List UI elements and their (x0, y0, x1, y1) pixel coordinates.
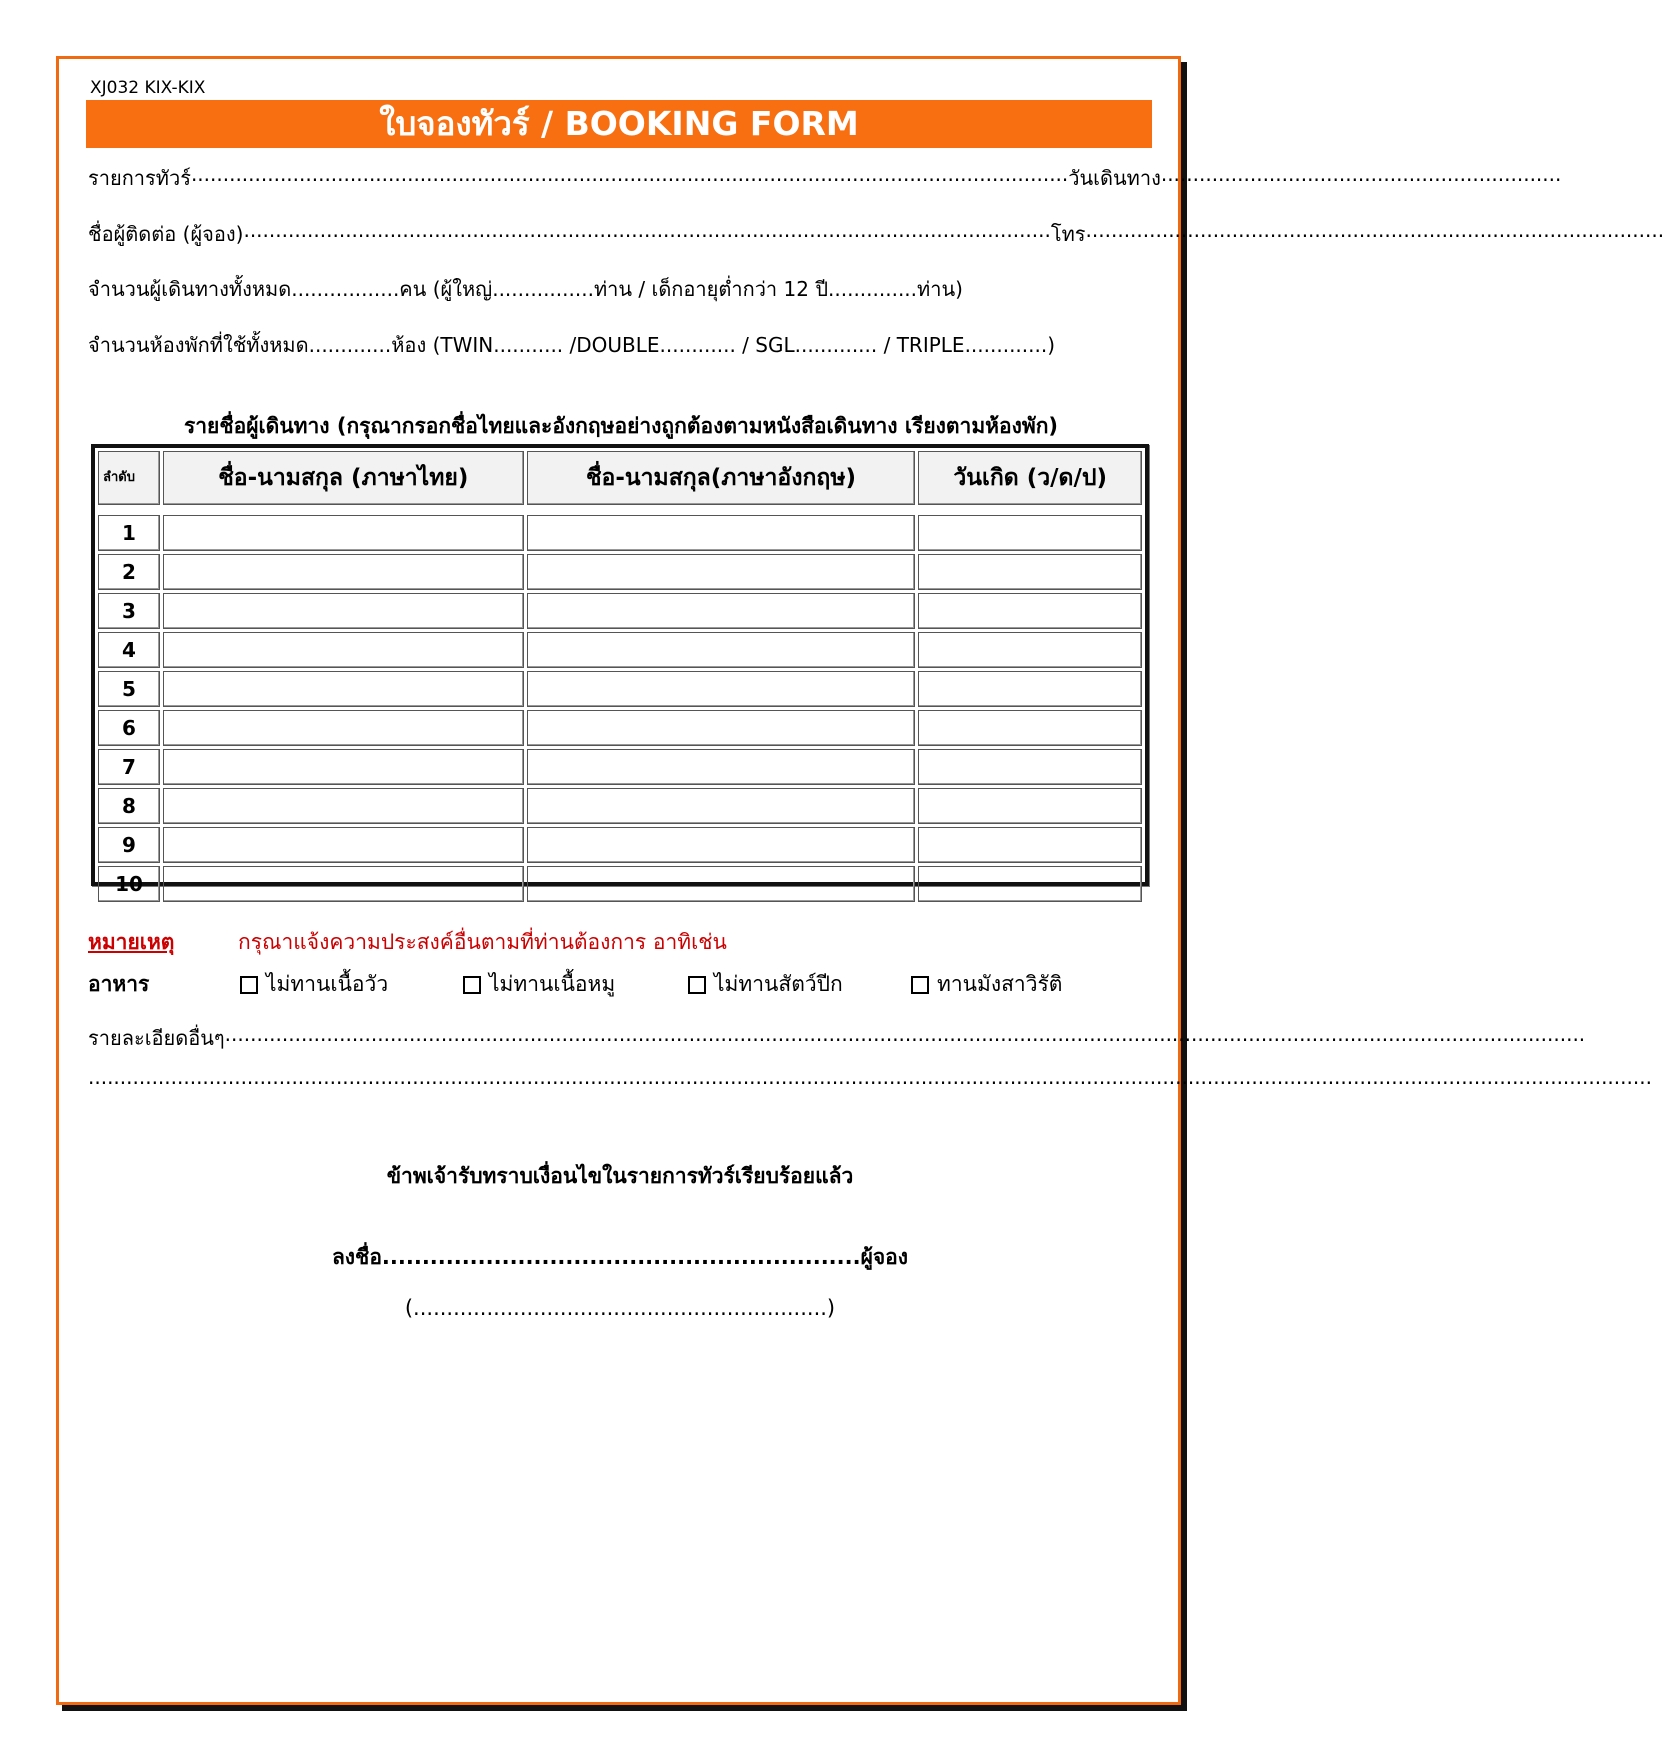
table-row (98, 749, 1142, 785)
col-no-header: ลำดับ (98, 451, 160, 505)
contact-phone-line (88, 218, 1664, 250)
table-header-row (98, 451, 1142, 505)
table-row (98, 866, 1142, 902)
birthdate-cell[interactable] (918, 788, 1142, 824)
row-number: 3 (98, 593, 160, 629)
col-birthdate-header: วันเกิด (ว/ด/ป) (918, 451, 1142, 505)
date-field[interactable]: ............................................................... (1160, 162, 1562, 186)
table-row (98, 632, 1142, 668)
thai-name-cell[interactable] (163, 788, 524, 824)
english-name-cell[interactable] (527, 710, 916, 746)
thai-name-cell[interactable] (163, 710, 524, 746)
table-row (98, 827, 1142, 863)
english-name-cell[interactable] (527, 866, 916, 902)
details-field-2[interactable]: ...................................................................................................................................................................................................................................................... (88, 1065, 1652, 1089)
row-number: 4 (98, 632, 160, 668)
food-option-no-beef[interactable] (240, 968, 388, 1001)
checkbox-icon[interactable] (688, 976, 706, 994)
english-name-cell[interactable] (527, 515, 916, 551)
food-option-no-poultry[interactable] (688, 968, 843, 1001)
remark-text: กรุณาแจ้งความประสงค์อื่นตามที่ท่านต้องการ อาทิเช่น (238, 930, 727, 954)
tour-date-line (88, 162, 1562, 194)
checkbox-icon[interactable] (463, 976, 481, 994)
contact-label: ชื่อผู้ติดต่อ (ผู้จอง) (88, 222, 244, 246)
english-name-cell[interactable] (527, 671, 916, 707)
travelers-line[interactable]: จำนวนผู้เดินทางทั้งหมด.................คน (ผู้ใหญ่................ท่าน / เด็กอายุต่ำกว่า 12 ปี..............ท่าน) (88, 277, 963, 301)
tour-field[interactable]: .......................................................................................................................................... (190, 162, 1069, 186)
english-name-cell[interactable] (527, 827, 916, 863)
row-number: 8 (98, 788, 160, 824)
thai-name-cell[interactable] (163, 593, 524, 629)
thai-name-cell[interactable] (163, 632, 524, 668)
birthdate-cell[interactable] (918, 827, 1142, 863)
remark-label: หมายเหตุ (88, 930, 175, 954)
birthdate-cell[interactable] (918, 749, 1142, 785)
table-row (98, 554, 1142, 590)
date-label: วันเดินทาง (1068, 166, 1161, 190)
birthdate-cell[interactable] (918, 554, 1142, 590)
rooms-line[interactable]: จำนวนห้องพักที่ใช้ทั้งหมด.............ห้อง (TWIN........... /DOUBLE............ / SGL............. / TRIPLE.............) (88, 333, 1056, 357)
birthdate-cell[interactable] (918, 671, 1142, 707)
tour-label: รายการทัวร์ (88, 166, 191, 190)
thai-name-cell[interactable] (163, 515, 524, 551)
english-name-cell[interactable] (527, 554, 916, 590)
table-row (98, 515, 1142, 551)
contact-field[interactable]: ............................................................................................................................... (243, 218, 1051, 242)
food-option-no-pork[interactable] (463, 968, 615, 1001)
phone-field[interactable]: ........................................................................................... (1085, 218, 1664, 242)
phone-label: โทร (1050, 222, 1086, 246)
thai-name-cell[interactable] (163, 866, 524, 902)
birthdate-cell[interactable] (918, 866, 1142, 902)
thai-name-cell[interactable] (163, 827, 524, 863)
row-number: 10 (98, 866, 160, 902)
english-name-cell[interactable] (527, 632, 916, 668)
food-option-vegetarian[interactable] (911, 968, 1062, 1001)
table-row (98, 671, 1142, 707)
table-row (98, 593, 1142, 629)
row-number: 5 (98, 671, 160, 707)
signature-line[interactable]: ลงชื่อ............................................................ผู้จอง (331, 1245, 909, 1269)
row-number: 7 (98, 749, 160, 785)
passenger-table (91, 444, 1149, 896)
table-row (98, 788, 1142, 824)
food-option-label: ทานมังสาวิรัติ (937, 972, 1063, 996)
row-number: 2 (98, 554, 160, 590)
tour-code: XJ032 KIX-KIX (90, 78, 206, 98)
details-line (88, 1022, 1586, 1054)
birthdate-cell[interactable] (918, 515, 1142, 551)
col-english-name-header: ชื่อ-นามสกุล(ภาษาอังกฤษ) (527, 451, 916, 505)
table-row (98, 710, 1142, 746)
thai-name-cell[interactable] (163, 749, 524, 785)
checkbox-icon[interactable] (240, 976, 258, 994)
form-title: ใบจองทัวร์ / BOOKING FORM (86, 100, 1152, 148)
checkbox-icon[interactable] (911, 976, 929, 994)
details-label: รายละเอียดอื่นๆ (88, 1026, 225, 1050)
birthdate-cell[interactable] (918, 710, 1142, 746)
birthdate-cell[interactable] (918, 593, 1142, 629)
food-option-label: ไม่ทานเนื้อหมู (489, 972, 616, 996)
details-field[interactable]: ...................................................................................................................................................................................................................... (224, 1022, 1586, 1046)
english-name-cell[interactable] (527, 593, 916, 629)
food-option-label: ไม่ทานสัตว์ปีก (714, 972, 843, 996)
english-name-cell[interactable] (527, 788, 916, 824)
signature-name-line[interactable]: (..............................................................) (404, 1296, 836, 1320)
thai-name-cell[interactable] (163, 671, 524, 707)
row-number: 9 (98, 827, 160, 863)
row-number: 6 (98, 710, 160, 746)
acknowledgement-text: ข้าพเจ้ารับทราบเงื่อนไขในรายการทัวร์เรียบร้อยแล้ว (386, 1164, 854, 1188)
passenger-list-title: รายชื่อผู้เดินทาง (กรุณากรอกชื่อไทยและอังกฤษอย่างถูกต้องตามหนังสือเดินทาง เรียงตามห้องพัก) (183, 414, 1059, 438)
english-name-cell[interactable] (527, 749, 916, 785)
birthdate-cell[interactable] (918, 632, 1142, 668)
food-option-label: ไม่ทานเนื้อวัว (266, 972, 389, 996)
col-thai-name-header: ชื่อ-นามสกุล (ภาษาไทย) (163, 451, 524, 505)
row-number: 1 (98, 515, 160, 551)
food-label: อาหาร (88, 972, 150, 996)
thai-name-cell[interactable] (163, 554, 524, 590)
